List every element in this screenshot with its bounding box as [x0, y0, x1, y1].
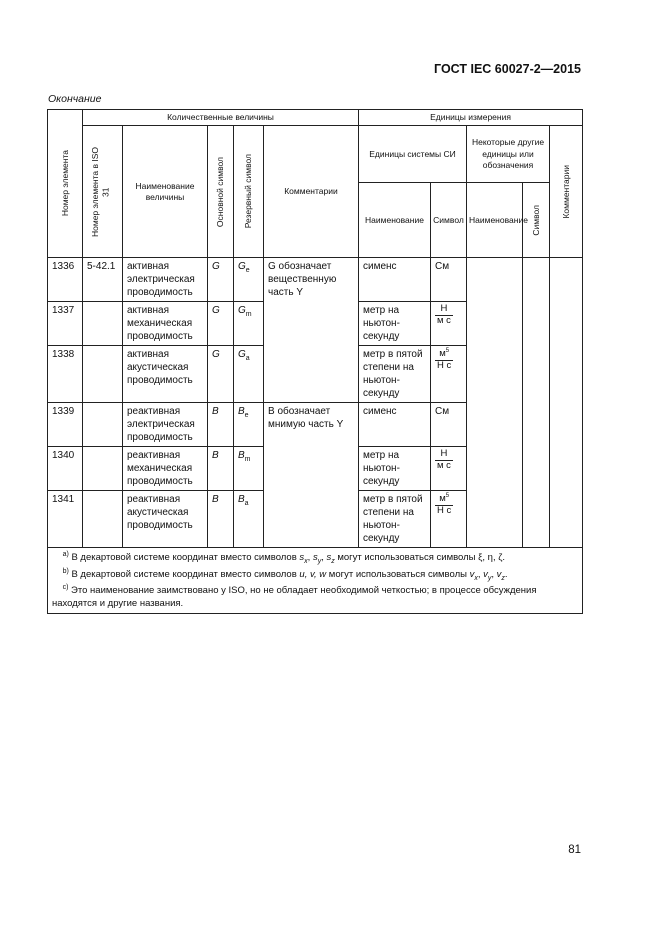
footnote-b: $^{b)}$ В декартовой системе координат вместо символов u, v, w могут использоваться символы $v_x$, $v_y$, $v_z$. — [62, 567, 508, 582]
cell-name: активная механическая проводимость — [123, 302, 208, 346]
cell-iso — [83, 403, 123, 447]
cell-other-symbol — [523, 258, 550, 302]
header-other-units: Некоторые другие единицы или обозначения — [467, 126, 550, 183]
quantities-table — [47, 109, 583, 614]
footnote-c: $^{c)}$ Это наименование заимствовано у ISO, но не обладает необходимой четкостью; в процессе обсуждения находятся и другие названия. — [52, 584, 537, 609]
header-si-symbol: Символ — [431, 183, 467, 258]
cell-iso: 5-42.1 — [83, 258, 123, 302]
cell-units-comment — [550, 447, 583, 491]
header-main-symbol: Основной символ — [208, 126, 234, 258]
cell-unit-name: метр на ньютон-секунду — [359, 447, 431, 491]
cell-unit-symbol: См — [431, 403, 467, 447]
table-notes — [48, 548, 583, 614]
cell-unit-symbol: $\frac{Н}{\text{м с}}$ — [431, 302, 467, 346]
cell-name: реактивная акустическая проводимость — [123, 491, 208, 548]
cell-reserve-symbol: $B_a$ — [234, 491, 264, 548]
cell-other-symbol — [523, 302, 550, 346]
header-name: Наименование величины — [123, 126, 208, 258]
cell-other-name — [467, 346, 523, 403]
cell-other-name — [467, 302, 523, 346]
cell-number: 1337 — [48, 302, 83, 346]
cell-main-symbol: G — [208, 258, 234, 302]
header-other-name: Наименование — [467, 183, 523, 258]
cell-units-comment — [550, 491, 583, 548]
cell-units-comment — [550, 302, 583, 346]
header-reserve-symbol: Резервный символ — [234, 126, 264, 258]
cell-unit-name: метр в пятой степени на ньютон-секунду — [359, 346, 431, 403]
cell-number: 1339 — [48, 403, 83, 447]
continuation-label: Окончание — [48, 93, 102, 105]
cell-name: активная акустическая проводимость — [123, 346, 208, 403]
cell-number: 1336 — [48, 258, 83, 302]
cell-name: реактивная механическая проводимость — [123, 447, 208, 491]
cell-number: 1338 — [48, 346, 83, 403]
cell-unit-name: метр в пятой степени на ньютон-секунду — [359, 491, 431, 548]
cell-unit-name: сименс — [359, 258, 431, 302]
cell-other-name — [467, 491, 523, 548]
cell-number: 1341 — [48, 491, 83, 548]
cell-unit-symbol: См — [431, 258, 467, 302]
footnotes — [48, 548, 583, 614]
cell-other-name — [467, 258, 523, 302]
document-header: ГОСТ IEC 60027-2—2015 — [434, 62, 581, 76]
header-comments: Комментарии — [264, 126, 359, 258]
header-units: Единицы измерения — [359, 110, 583, 126]
cell-main-symbol: G — [208, 302, 234, 346]
header-number: Номер элемента — [48, 110, 83, 258]
cell-other-name — [467, 447, 523, 491]
cell-unit-name: метр на ньютон-секунду — [359, 302, 431, 346]
cell-main-symbol: B — [208, 403, 234, 447]
cell-main-symbol: G — [208, 346, 234, 403]
footnote-a: $^{а)}$ В декартовой системе координат вместо символов $s_x$, $s_y$, $s_z$ могут использоваться символы ξ, η, ζ. — [62, 551, 506, 566]
cell-name: реактивная электрическая проводимость — [123, 403, 208, 447]
cell-iso — [83, 447, 123, 491]
cell-unit-symbol: $\frac{м^5}{\text{Н с}}$ — [431, 491, 467, 548]
cell-unit-name: сименс — [359, 403, 431, 447]
cell-comment: G обозначает вещественную часть Y — [264, 258, 359, 403]
cell-main-symbol: B — [208, 447, 234, 491]
header-iso: Номер элемента в ISO 31 — [83, 126, 123, 258]
cell-iso — [83, 491, 123, 548]
cell-units-comment — [550, 346, 583, 403]
cell-reserve-symbol: $G_a$ — [234, 346, 264, 403]
cell-iso — [83, 346, 123, 403]
cell-other-symbol — [523, 447, 550, 491]
cell-other-symbol — [523, 491, 550, 548]
cell-units-comment — [550, 403, 583, 447]
cell-other-symbol — [523, 403, 550, 447]
header-units-comments: Комментарии — [550, 126, 583, 258]
cell-main-symbol: B — [208, 491, 234, 548]
cell-reserve-symbol: $G_e$ — [234, 258, 264, 302]
cell-name: активная электрическая проводимость — [123, 258, 208, 302]
cell-units-comment — [550, 258, 583, 302]
cell-unit-symbol: $\frac{м^5}{\text{Н с}}$ — [431, 346, 467, 403]
table-row — [48, 403, 583, 447]
cell-unit-symbol: $\frac{Н}{\text{м с}}$ — [431, 447, 467, 491]
cell-reserve-symbol: $B_m$ — [234, 447, 264, 491]
table-row — [48, 258, 583, 302]
cell-reserve-symbol: $B_e$ — [234, 403, 264, 447]
cell-number: 1340 — [48, 447, 83, 491]
cell-comment: B обозначает мнимую часть Y — [264, 403, 359, 548]
header-other-symbol: Символ — [523, 183, 550, 258]
header-si-units: Единицы системы СИ — [359, 126, 467, 183]
cell-other-symbol — [523, 346, 550, 403]
header-quantities: Количественные величины — [83, 110, 359, 126]
page-number: 81 — [568, 844, 581, 856]
cell-reserve-symbol: $G_m$ — [234, 302, 264, 346]
cell-iso — [83, 302, 123, 346]
cell-other-name — [467, 403, 523, 447]
header-si-name: Наименование — [359, 183, 431, 258]
